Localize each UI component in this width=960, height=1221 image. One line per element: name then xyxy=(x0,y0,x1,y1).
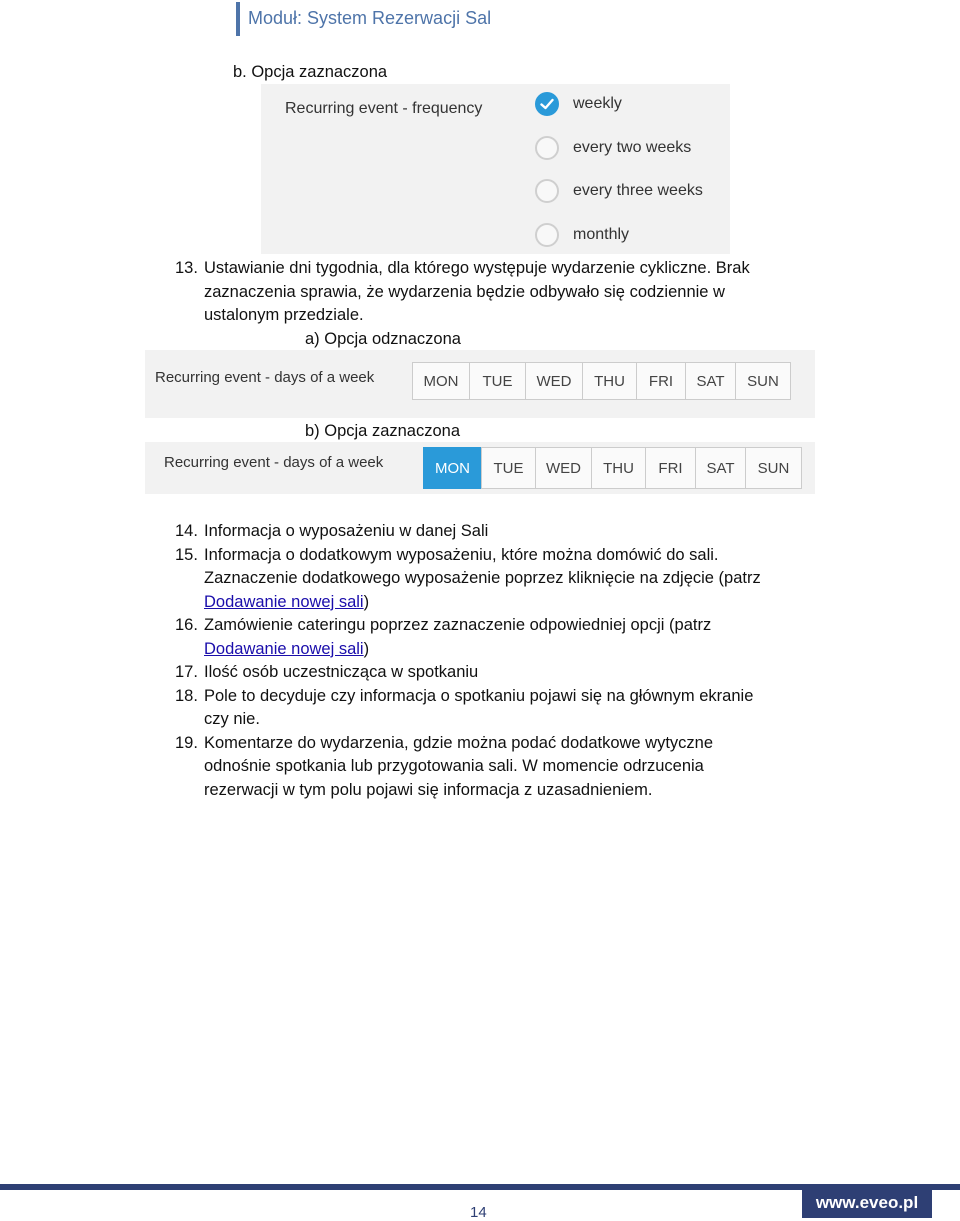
day-button-fri[interactable]: FRI xyxy=(645,447,696,489)
list-item-15 xyxy=(175,544,761,615)
list-text: Pole to decyduje czy informacja o spotkaniu pojawi się na głównym ekranie xyxy=(204,686,754,705)
list-text: odnośnie spotkania lub przygotowania sali. W momencie odrzucenia xyxy=(204,757,704,775)
day-button-sun[interactable]: SUN xyxy=(735,362,791,400)
day-button-thu[interactable]: THU xyxy=(582,362,637,400)
eveo-logo: www.eveo.pl xyxy=(802,1188,932,1218)
list-text: Komentarze do wydarzenia, gdzie można podać dodatkowe wytyczne xyxy=(204,733,714,752)
option-label: weekly xyxy=(573,95,622,112)
caption-option-selected-days: b) Opcja zaznaczona xyxy=(305,422,461,440)
list-number: 19. xyxy=(175,733,198,752)
list-text: rezerwacji w tym polu pojawi się informacja z uzasadnieniem. xyxy=(204,780,653,799)
list-text: Ustawianie dni tygodnia, dla którego występuje wydarzenie cykliczne. Brak xyxy=(204,259,750,277)
list-number: 17. xyxy=(175,663,198,681)
frequency-option-weekly[interactable] xyxy=(535,92,622,116)
days-label: Recurring event - days of a week xyxy=(155,369,375,386)
list-item-19 xyxy=(175,732,761,803)
radio-icon[interactable] xyxy=(535,223,559,247)
numbered-list xyxy=(175,520,761,802)
frequency-option-every-three-weeks[interactable] xyxy=(535,179,703,203)
day-button-sun[interactable]: SUN xyxy=(745,447,802,489)
list-text: czy nie. xyxy=(204,710,260,728)
frequency-label: Recurring event - frequency xyxy=(285,100,483,117)
day-button-wed[interactable]: WED xyxy=(525,362,583,400)
list-item-17 xyxy=(175,661,761,685)
frequency-option-monthly[interactable] xyxy=(535,223,629,247)
list-number: 13. xyxy=(175,259,198,277)
radio-icon[interactable] xyxy=(535,136,559,160)
header-accent-bar xyxy=(236,2,240,36)
day-button-sat[interactable]: SAT xyxy=(685,362,736,400)
page-header-title: Moduł: System Rezerwacji Sal xyxy=(248,8,492,28)
list-text: Zaznaczenie dodatkowego wyposażenie poprzez kliknięcie na zdjęcie (patrz xyxy=(204,569,761,587)
day-button-mon-selected[interactable]: MON xyxy=(423,447,482,489)
list-text: zaznaczenia sprawia, że wydarzenia będzie odbywało się codziennie w xyxy=(204,282,725,301)
day-button-tue[interactable]: TUE xyxy=(481,447,536,489)
page-number: 14 xyxy=(470,1204,487,1221)
frequency-panel xyxy=(261,84,730,254)
days-button-group xyxy=(424,447,802,489)
option-label: every three weeks xyxy=(573,182,703,199)
option-label: monthly xyxy=(573,226,630,243)
list-item-18 xyxy=(175,685,761,732)
days-label: Recurring event - days of a week xyxy=(164,454,384,471)
list-item-14 xyxy=(175,520,761,544)
day-button-fri[interactable]: FRI xyxy=(636,362,686,400)
day-button-thu[interactable]: THU xyxy=(591,447,646,489)
caption-option-selected: b. Opcja zaznaczona xyxy=(233,63,388,81)
list-number: 18. xyxy=(175,686,198,705)
days-button-group xyxy=(413,362,791,400)
list-item-16 xyxy=(175,614,761,661)
day-button-sat[interactable]: SAT xyxy=(695,447,746,489)
list-item-13 xyxy=(175,257,750,328)
list-text: Informacja o dodatkowym wyposażeniu, które można domówić do sali. xyxy=(204,545,719,564)
day-button-mon[interactable]: MON xyxy=(412,362,470,400)
list-text: Informacja o wyposażeniu w danej Sali xyxy=(204,522,489,540)
day-button-wed[interactable]: WED xyxy=(535,447,592,489)
link-dodawanie-nowej-sali[interactable]: Dodawanie nowej sali xyxy=(204,639,364,658)
frequency-option-every-two-weeks[interactable] xyxy=(535,136,691,160)
list-number: 16. xyxy=(175,616,198,634)
checked-radio-icon[interactable] xyxy=(535,92,559,116)
list-text: ustalonym przedziale. xyxy=(204,306,364,324)
list-text: ) xyxy=(363,592,370,611)
caption-option-unselected: a) Opcja odznaczona xyxy=(305,330,461,348)
day-button-tue[interactable]: TUE xyxy=(469,362,526,400)
list-text: Ilość osób uczestnicząca w spotkaniu xyxy=(204,663,479,681)
list-number: 15. xyxy=(175,545,198,564)
list-text: ) xyxy=(363,639,370,658)
list-number: 14. xyxy=(175,522,198,540)
link-dodawanie-nowej-sali[interactable]: Dodawanie nowej sali xyxy=(204,592,364,611)
list-text: Zamówienie cateringu poprzez zaznaczenie odpowiedniej opcji (patrz xyxy=(204,616,712,634)
days-panel-selected xyxy=(145,442,815,494)
days-panel-unselected xyxy=(145,350,815,418)
option-label: every two weeks xyxy=(573,139,692,156)
radio-icon[interactable] xyxy=(535,179,559,203)
